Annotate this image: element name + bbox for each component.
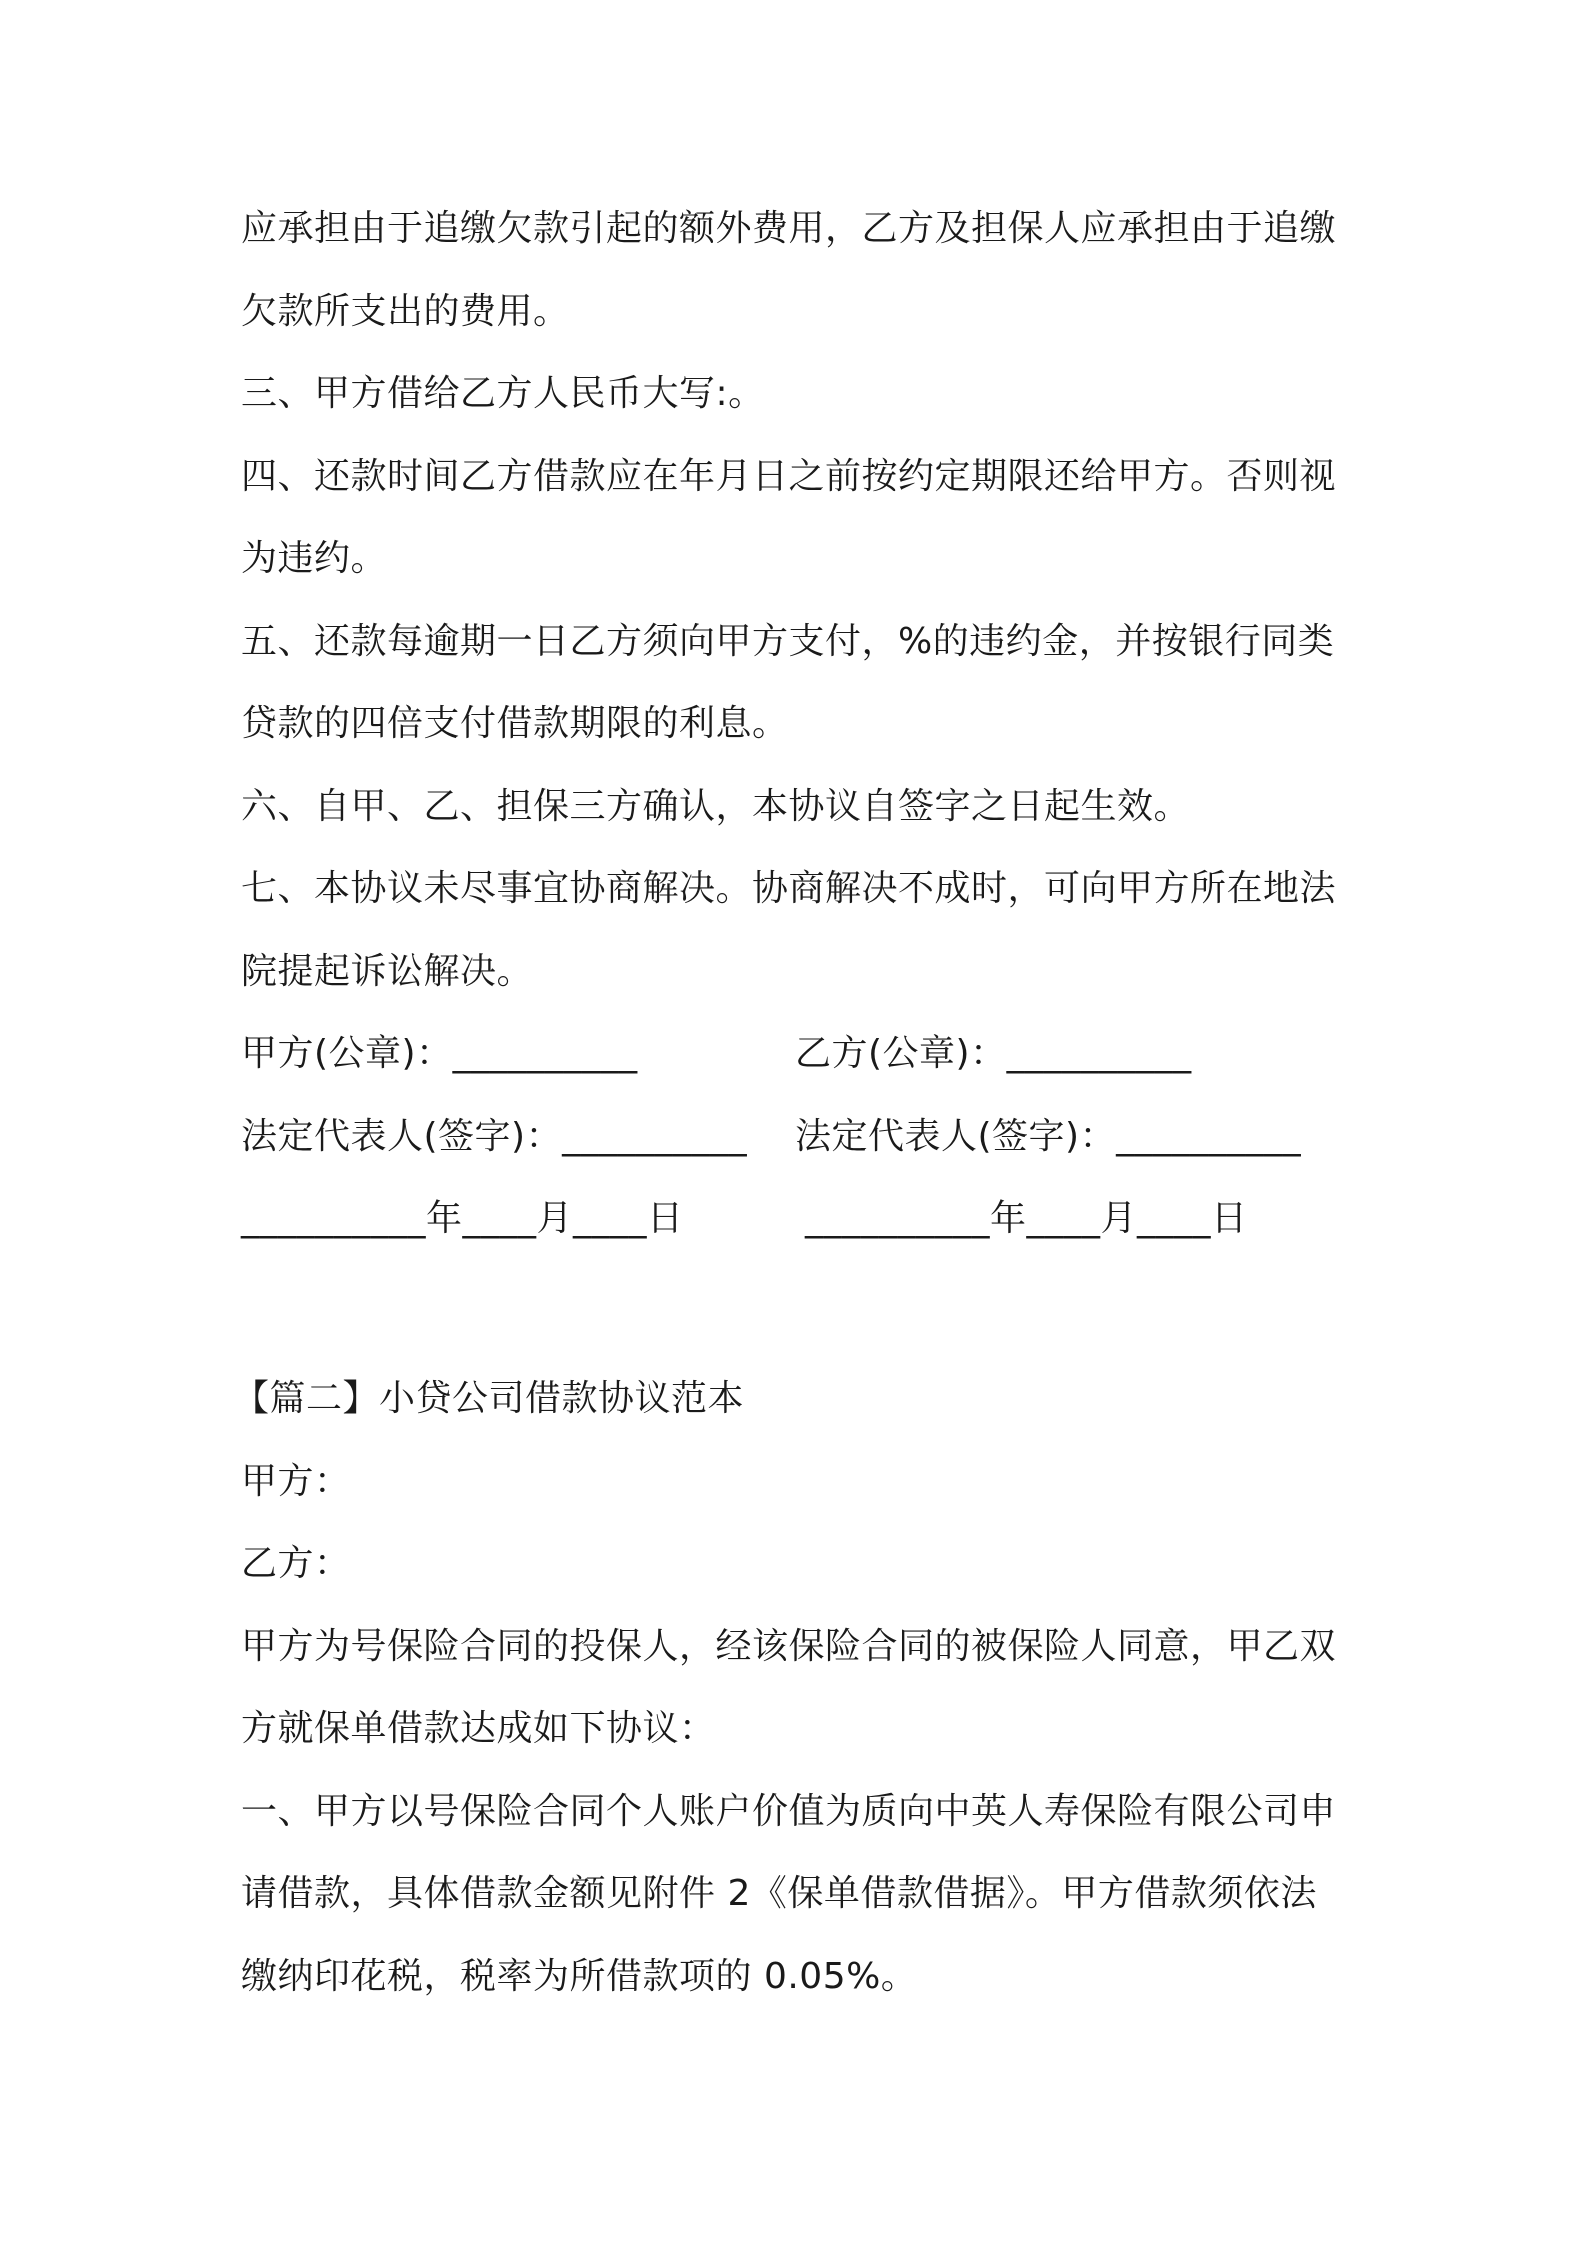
party-b-seal: 乙方(公章)：__________: [795, 1033, 1192, 1074]
paragraph-line: 贷款的四倍支付借款期限的利息。: [241, 703, 789, 744]
party-b-label: 乙方：: [241, 1543, 351, 1584]
paragraph-line: 请借款，具体借款金额见附件 2《保单借款借据》。甲方借款须依法: [241, 1873, 1317, 1914]
paragraph-line: 方就保单借款达成如下协议：: [241, 1708, 716, 1749]
clause-one: 一、甲方以号保险合同个人账户价值为质向中英人寿保险有限公司申: [241, 1791, 1337, 1832]
paragraph-line: 缴纳印花税，税率为所借款项的 0.05%。: [241, 1956, 918, 1997]
paragraph-line: 院提起诉讼解决。: [241, 951, 534, 992]
clause-four: 四、还款时间乙方借款应在年月日之前按约定期限还给甲方。否则视: [241, 456, 1337, 497]
party-b-date: __________年____月____日: [805, 1198, 1248, 1239]
clause-five: 五、还款每逾期一日乙方须向甲方支付，%的违约金，并按银行同类: [241, 621, 1335, 662]
party-a-date: __________年____月____日: [241, 1198, 684, 1239]
paragraph-line: 应承担由于追缴欠款引起的额外费用，乙方及担保人应承担由于追缴: [241, 208, 1337, 249]
section-heading: 【篇二】小贷公司借款协议范本: [233, 1378, 745, 1419]
party-b-representative: 法定代表人(签字)：__________: [795, 1116, 1302, 1157]
party-a-representative: 法定代表人(签字)：__________: [241, 1116, 748, 1157]
paragraph-line: 为违约。: [241, 538, 388, 579]
clause-seven: 七、本协议未尽事宜协商解决。协商解决不成时，可向甲方所在地法: [241, 868, 1337, 909]
paragraph-line: 甲方为号保险合同的投保人，经该保险合同的被保险人同意，甲乙双: [241, 1626, 1337, 1667]
clause-six: 六、自甲、乙、担保三方确认，本协议自签字之日起生效。: [241, 786, 1191, 827]
party-a-seal: 甲方(公章)：__________: [241, 1033, 638, 1074]
paragraph-line: 欠款所支出的费用。: [241, 291, 570, 332]
clause-three: 三、甲方借给乙方人民币大写:。: [241, 373, 765, 414]
party-a-label: 甲方：: [241, 1461, 351, 1502]
